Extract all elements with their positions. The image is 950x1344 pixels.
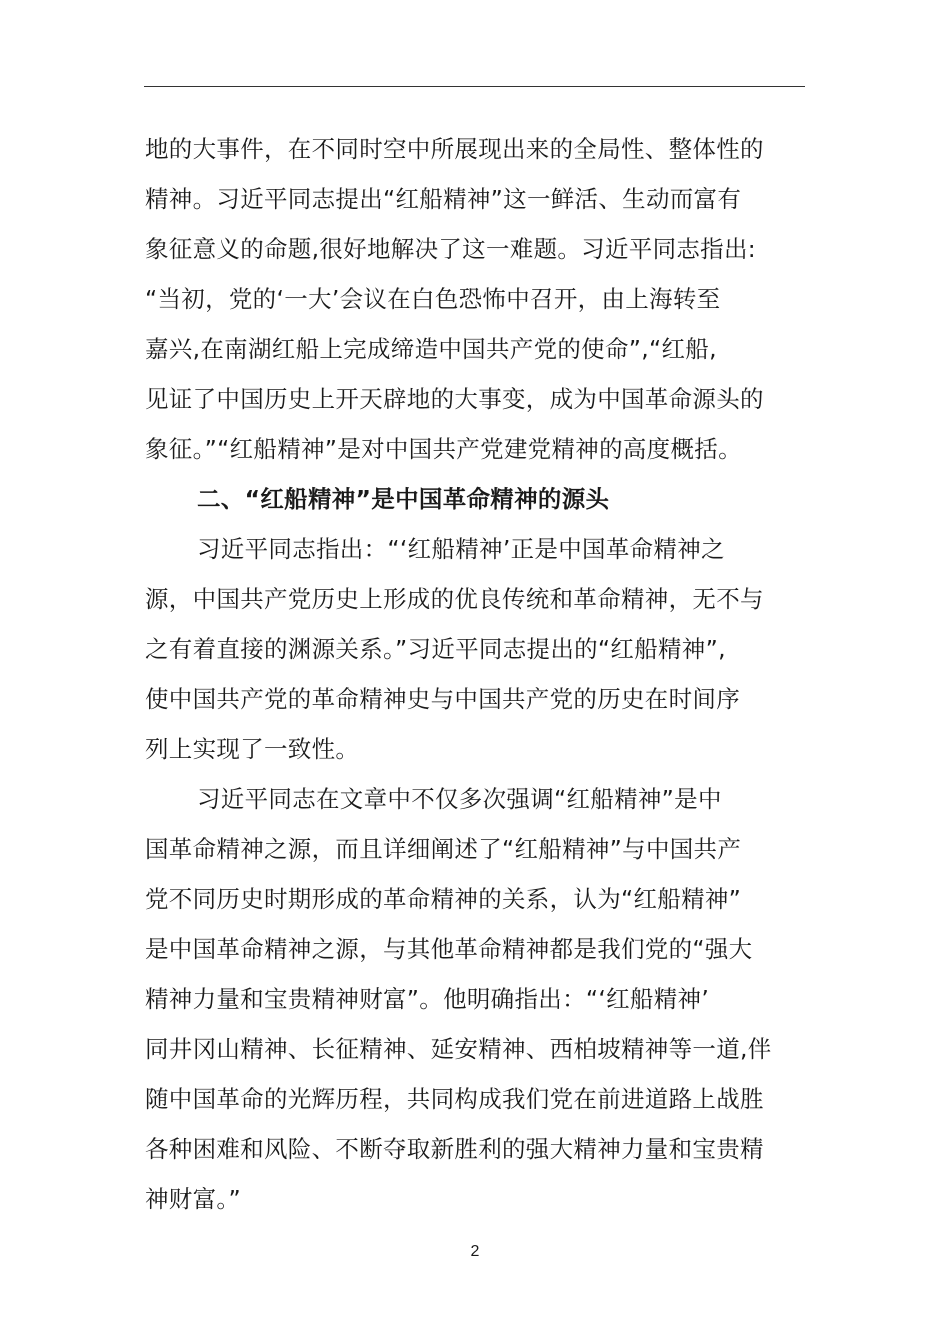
page-number: 2 bbox=[470, 1243, 480, 1260]
header-rule bbox=[144, 86, 805, 87]
body-line: 源，中国共产党历史上形成的优良传统和革命精神，无不与 bbox=[145, 585, 764, 613]
body-line: 象征。”“红船精神”是对中国共产党建党精神的高度概括。 bbox=[145, 435, 742, 463]
body-line: 精神。习近平同志提出“红船精神”这一鲜活、生动而富有 bbox=[145, 185, 742, 213]
body-line: 随中国革命的光辉历程，共同构成我们党在前进道路上战胜 bbox=[145, 1085, 764, 1113]
body-line: 神财富。” bbox=[145, 1185, 241, 1213]
body-line: 地的大事件，在不同时空中所展现出来的全局性、整体性的 bbox=[145, 135, 764, 163]
body-line: 之有着直接的渊源关系。”习近平同志提出的“红船精神”, bbox=[145, 635, 726, 663]
body-line: 国革命精神之源，而且详细阐述了“红船精神”与中国共产 bbox=[145, 835, 742, 863]
section-heading: 二、“红船精神”是中国革命精神的源头 bbox=[197, 485, 610, 513]
body-line: 同井冈山精神、长征精神、延安精神、西柏坡精神等一道,伴 bbox=[145, 1035, 772, 1063]
body-line: 各种困难和风险、不断夺取新胜利的强大精神力量和宝贵精 bbox=[145, 1135, 764, 1163]
body-line: 见证了中国历史上开天辟地的大事变，成为中国革命源头的 bbox=[145, 385, 764, 413]
body-line: 习近平同志指出：“‘红船精神’正是中国革命精神之 bbox=[197, 535, 725, 563]
body-line: 精神力量和宝贵精神财富”。他明确指出：“‘红船精神’ bbox=[145, 985, 710, 1013]
body-line: 使中国共产党的革命精神史与中国共产党的历史在时间序 bbox=[145, 685, 740, 713]
body-line: 象征意义的命题,很好地解决了这一难题。习近平同志指出: bbox=[145, 235, 756, 263]
body-line: 嘉兴,在南湖红船上完成缔造中国共产党的使命”,“红船, bbox=[145, 335, 717, 363]
body-line: “当初，党的‘一大’会议在白色恐怖中召开，由上海转至 bbox=[145, 285, 721, 313]
body-line: 列上实现了一致性。 bbox=[145, 735, 360, 763]
body-line: 党不同历史时期形成的革命精神的关系，认为“红船精神” bbox=[145, 885, 742, 913]
body-line: 是中国革命精神之源，与其他革命精神都是我们党的“强大 bbox=[145, 935, 753, 963]
body-line: 习近平同志在文章中不仅多次强调“红船精神”是中 bbox=[197, 785, 722, 813]
